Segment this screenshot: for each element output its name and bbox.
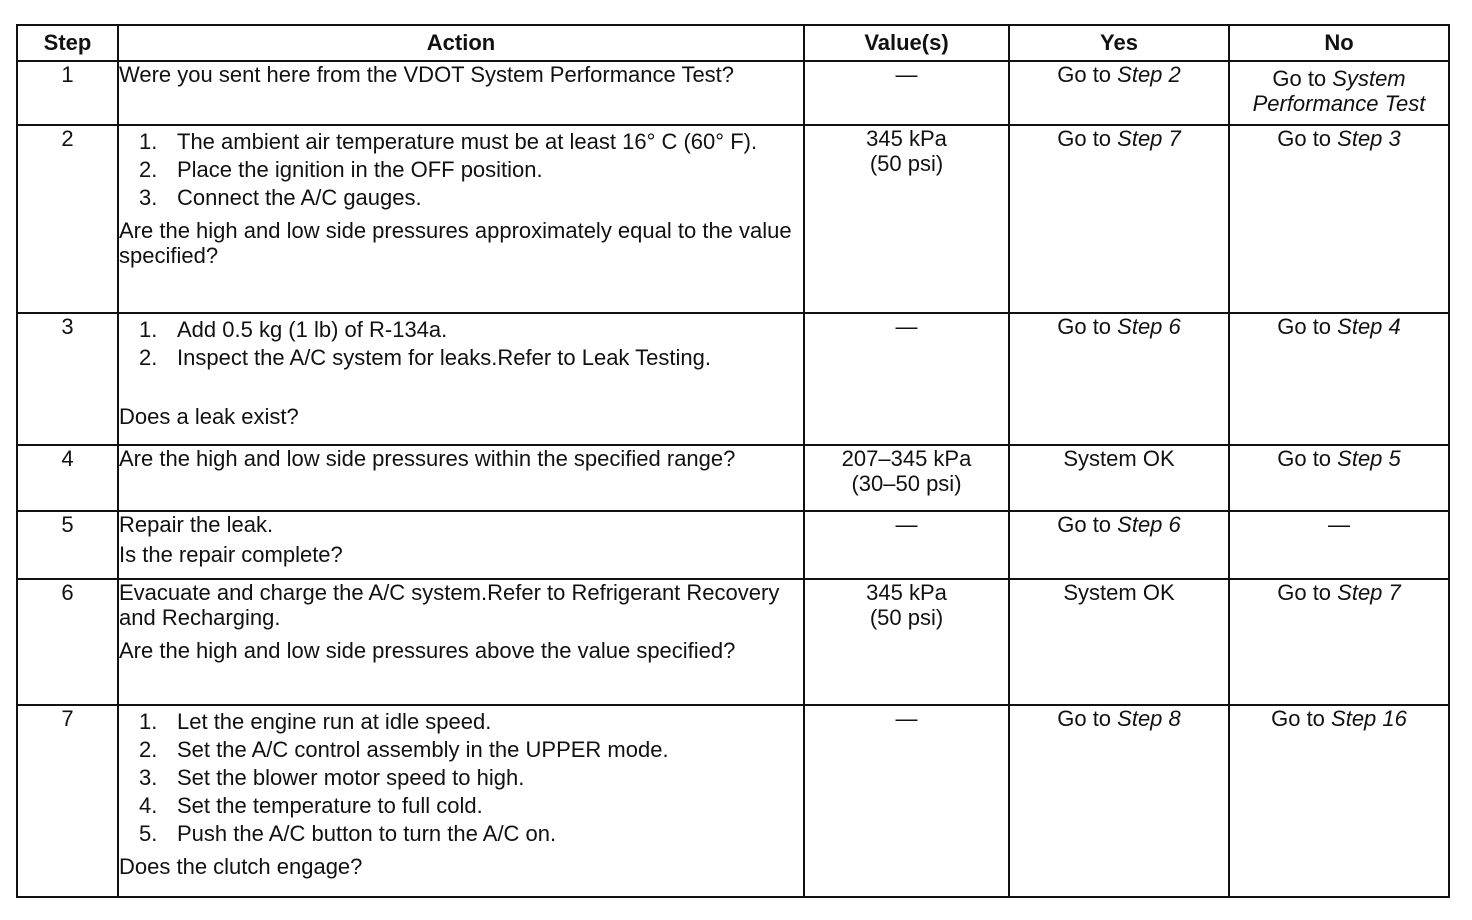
value-cell [804,125,1009,313]
no-step-ref: Step 16 [1331,706,1407,731]
value-cell [804,511,1009,579]
list-item: 2. Place the ignition in the OFF position. [139,157,543,182]
action-cell [118,579,804,705]
list-item: 1. The ambient air temperature must be at least 16° C (60° F). [139,129,758,154]
header-action: Action [118,25,804,61]
table-row [17,125,1449,313]
table-row [17,445,1449,511]
action-question: Are the high and low side pressures above the value specified? [119,638,736,663]
yes-cell [1009,579,1229,705]
no-cell [1229,511,1449,579]
yes-step-ref: Step 7 [1117,126,1181,151]
no-cell [1229,579,1449,705]
value-line: — [895,314,918,339]
value-line: — [895,62,918,87]
table-row [17,705,1449,897]
yes-text: System OK [1063,446,1175,471]
yes-cell [1009,511,1229,579]
list-item: 5. Push the A/C button to turn the A/C on. [139,821,557,846]
list-item: 3. Connect the A/C gauges. [139,185,422,210]
no-text: Go to [1277,314,1338,339]
no-cell [1229,125,1449,313]
step-number: 6 [17,579,118,705]
no-step-ref: Step 7 [1337,580,1401,605]
action-text: Were you sent here from the VDOT System Performance Test? [119,62,735,87]
yes-text: System OK [1063,580,1175,605]
numbered-list [119,709,803,846]
action-cell [118,125,804,313]
yes-text: Go to [1057,314,1118,339]
no-step-ref: Step 4 [1337,314,1401,339]
no-cell [1229,313,1449,445]
header-yes: Yes [1009,25,1229,61]
value-line: 207–345 kPa [841,446,972,471]
yes-step-ref: Step 2 [1117,62,1181,87]
value-cell [804,579,1009,705]
action-text: Repair the leak. [119,512,274,537]
value-line: 345 kPa [866,580,947,605]
no-text: Go to [1277,126,1338,151]
yes-cell [1009,125,1229,313]
step-number: 1 [17,61,118,125]
yes-text: Go to [1057,126,1118,151]
value-line: (50 psi) [869,605,944,630]
list-item: 3. Set the blower motor speed to high. [139,765,525,790]
action-question: Are the high and low side pressures approximately equal to the value specified? [119,218,792,268]
header-values: Value(s) [804,25,1009,61]
table-row [17,61,1449,125]
list-item: 2. Inspect the A/C system for leaks.Refer to Leak Testing. [139,345,711,370]
diagnostic-table [16,24,1450,898]
value-line: (30–50 psi) [851,471,962,496]
value-cell [804,313,1009,445]
step-number: 4 [17,445,118,511]
action-cell [118,61,804,125]
no-step-ref: System Performance Test [1252,66,1426,116]
action-question: Does a leak exist? [119,404,299,429]
yes-step-ref: Step 8 [1117,706,1181,731]
no-step-ref: Step 3 [1337,126,1401,151]
no-cell [1229,705,1449,897]
no-text: — [1328,512,1350,537]
value-line: — [895,706,918,731]
action-text: Evacuate and charge the A/C system.Refer to Refrigerant Recovery and Recharging. [119,580,780,630]
yes-cell [1009,313,1229,445]
no-text: Go to [1271,706,1332,731]
header-row [17,25,1449,61]
step-number: 7 [17,705,118,897]
action-question: Does the clutch engage? [119,854,363,879]
step-number: 2 [17,125,118,313]
list-item: 1. Let the engine run at idle speed. [139,709,492,734]
value-cell [804,705,1009,897]
action-cell [118,511,804,579]
list-item: 4. Set the temperature to full cold. [139,793,483,818]
value-line: (50 psi) [869,151,944,176]
no-text: Go to [1277,446,1338,471]
action-cell [118,705,804,897]
header-step: Step [17,25,118,61]
value-cell [804,445,1009,511]
action-cell [118,445,804,511]
yes-text: Go to [1057,62,1118,87]
action-question: Is the repair complete? [119,542,343,567]
value-line: 345 kPa [866,126,947,151]
value-line: — [895,512,918,537]
table-row [17,511,1449,579]
action-cell [118,313,804,445]
no-cell [1229,61,1449,125]
yes-cell [1009,61,1229,125]
value-cell [804,61,1009,125]
no-step-ref: Step 5 [1337,446,1401,471]
yes-step-ref: Step 6 [1117,512,1181,537]
list-item: 2. Set the A/C control assembly in the UPPER mode. [139,737,669,762]
numbered-list [119,317,803,370]
no-text: Go to [1272,66,1333,91]
yes-cell [1009,705,1229,897]
header-no: No [1229,25,1449,61]
step-number: 5 [17,511,118,579]
yes-text: Go to [1057,706,1118,731]
yes-cell [1009,445,1229,511]
numbered-list [119,129,803,210]
table-row [17,579,1449,705]
step-number: 3 [17,313,118,445]
yes-step-ref: Step 6 [1117,314,1181,339]
table-row [17,313,1449,445]
no-text: Go to [1277,580,1338,605]
no-cell [1229,445,1449,511]
list-item: 1. Add 0.5 kg (1 lb) of R-134a. [139,317,448,342]
yes-text: Go to [1057,512,1118,537]
action-text: Are the high and low side pressures within the specified range? [119,446,736,471]
